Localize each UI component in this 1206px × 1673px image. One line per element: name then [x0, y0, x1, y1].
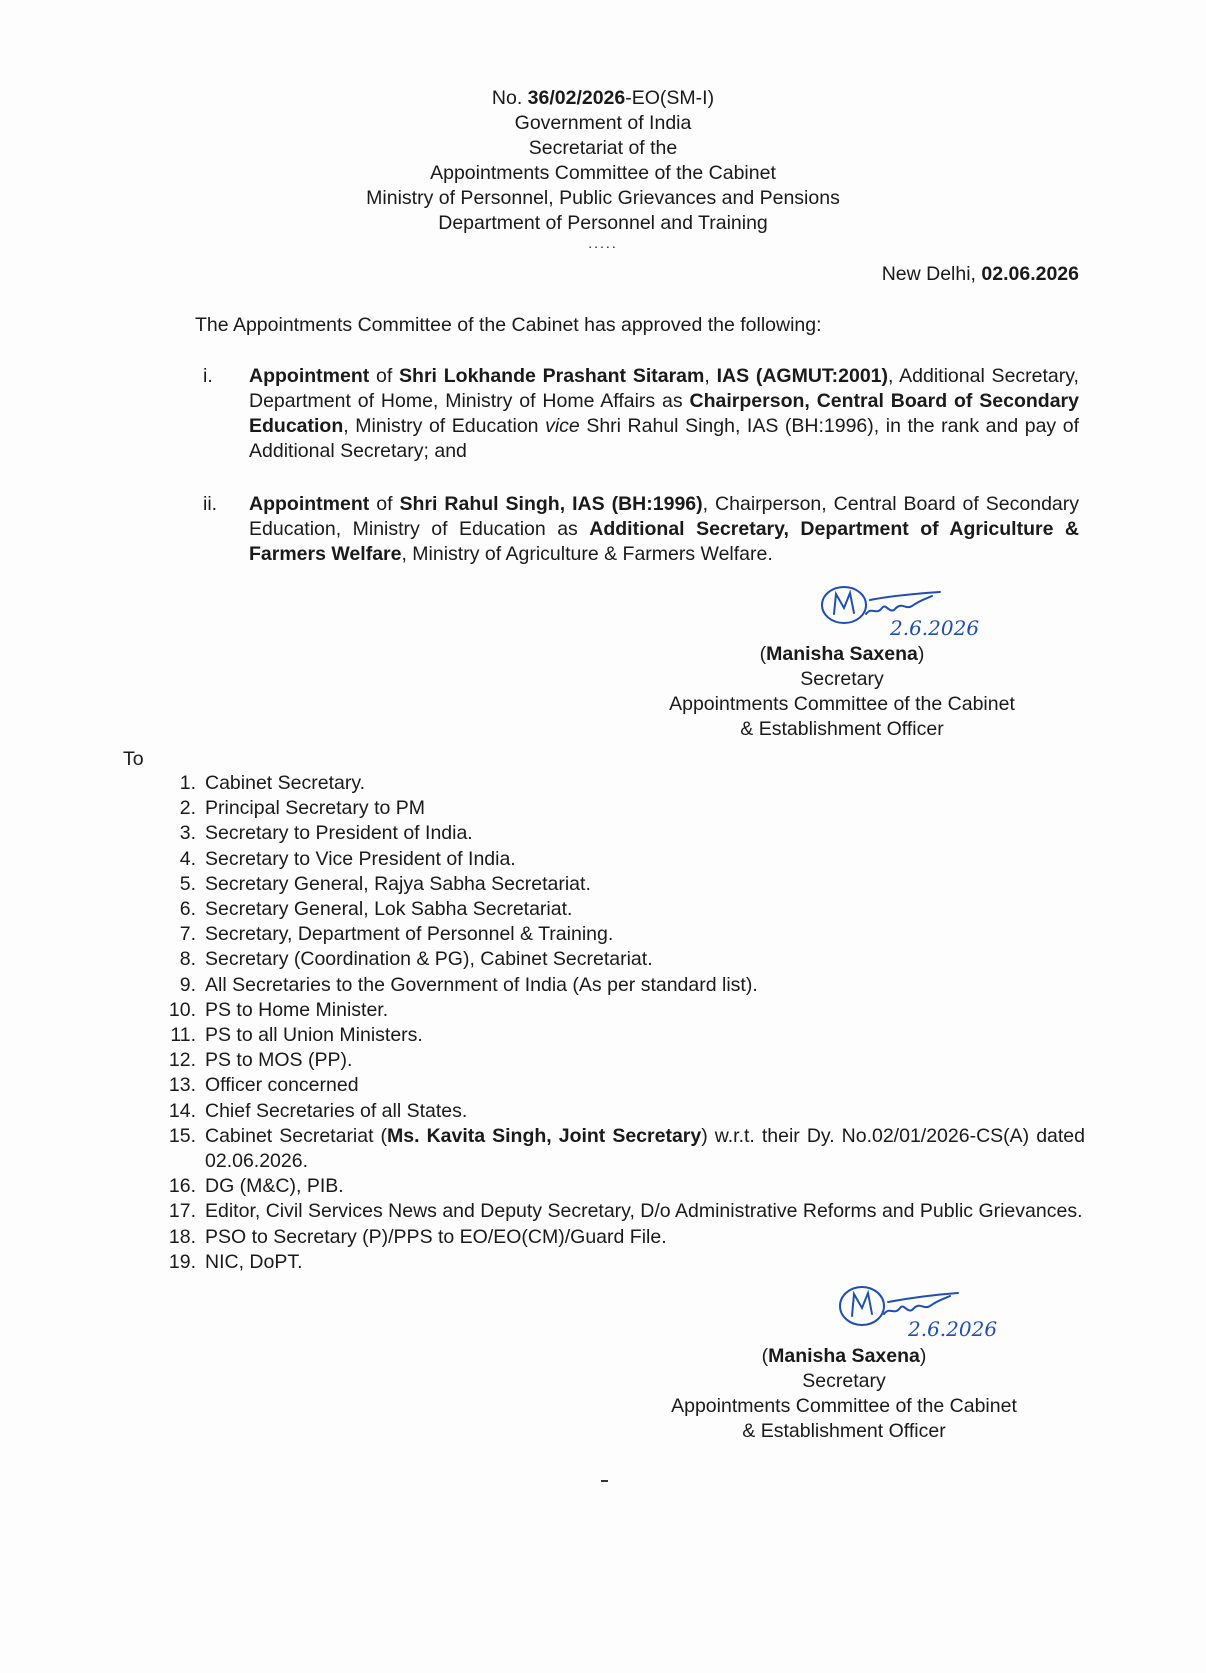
recipient-item: [160, 1073, 1085, 1098]
recipient-text: Chief Secretaries of all States.: [205, 1099, 468, 1122]
text: , Ministry of Agriculture & Farmers Welfare.: [401, 543, 773, 565]
text-bold: Additional Secretary, Department of Agriculture & Farmers Welfare: [249, 518, 1079, 565]
recipient-item: [160, 1124, 1085, 1174]
text: , Ministry of Education: [343, 415, 546, 437]
text: of: [369, 493, 400, 515]
recipient-item: [160, 872, 1085, 897]
recipient-number: 19.: [168, 1250, 196, 1273]
text: Shri Rahul Singh, IAS (BH:1996), in the rank and pay of Additional Secretary; and: [249, 415, 1079, 462]
recipient-text: All Secretaries to the Government of India (As per standard list).: [205, 973, 758, 996]
signature-block-2: [614, 1344, 1074, 1444]
recipient-item: [160, 1199, 1085, 1224]
text: Cabinet Secretariat (: [205, 1124, 388, 1147]
recipient-number: 1.: [179, 772, 196, 794]
text: ) w.r.t. their Dy. No.02/01/2026-CS(A) dated 02.06.2026.: [205, 1124, 1085, 1173]
signature-block-1: [612, 642, 1072, 742]
signatory-name: [612, 642, 1072, 667]
recipient-item: [160, 998, 1085, 1023]
text-bold: Appointment: [249, 365, 370, 387]
header-line-4: Ministry of Personnel, Public Grievances and Pensions: [366, 187, 840, 209]
header-line-1: Government of India: [514, 112, 692, 134]
paren: ): [917, 643, 925, 665]
item-number: ii.: [203, 493, 218, 515]
document-header: [0, 86, 1206, 250]
item-text: [249, 364, 1079, 464]
handwritten-signature-icon: [830, 1278, 1060, 1342]
recipient-item: [160, 771, 1085, 796]
header-line-2: Secretariat of the: [528, 137, 678, 159]
recipient-text: PSO to Secretary (P)/PPS to EO/EO(CM)/Guard File.: [205, 1225, 667, 1248]
to-label: To: [123, 748, 144, 770]
text-bold: Appointment: [249, 493, 370, 515]
recipient-number: 15.: [168, 1124, 196, 1147]
recipient-item: [160, 1174, 1085, 1199]
recipient-number: 8.: [179, 948, 196, 971]
recipient-item: [160, 1099, 1085, 1124]
item-text: [249, 492, 1079, 567]
recipient-number: 4.: [179, 847, 196, 870]
paren: ): [919, 1345, 927, 1367]
recipient-text: Secretary, Department of Personnel & Training.: [205, 923, 614, 946]
recipient-text: PS to all Union Ministers.: [205, 1024, 423, 1047]
recipient-text: DG (M&C), PIB.: [205, 1175, 344, 1198]
recipient-text: PS to MOS (PP).: [205, 1049, 353, 1072]
recipient-number: 13.: [168, 1074, 196, 1097]
recipient-number: 2.: [179, 797, 196, 820]
ref-suffix: -EO(SM-I): [625, 87, 715, 109]
text: of: [369, 365, 400, 387]
name-bold: Manisha Saxena: [766, 643, 918, 665]
signatory-title: Secretary: [802, 1370, 886, 1392]
recipient-number: 9.: [179, 973, 196, 996]
recipient-item: [160, 796, 1085, 821]
recipient-item: [160, 847, 1085, 872]
issue-date: [882, 262, 1079, 287]
recipient-list: [160, 771, 1085, 1275]
recipient-text: Officer concerned: [205, 1074, 359, 1097]
item-number: i.: [203, 365, 213, 387]
recipient-number: 12.: [168, 1049, 196, 1072]
recipient-number: 5.: [179, 872, 196, 895]
recipient-item: [160, 1023, 1085, 1048]
recipient-number: 18.: [168, 1225, 196, 1248]
recipient-number: 11.: [170, 1024, 196, 1047]
recipient-item: [160, 821, 1085, 846]
signatory-name: [614, 1344, 1074, 1369]
signatory-org: Appointments Committee of the Cabinet: [671, 1395, 1017, 1417]
signatory-role: & Establishment Officer: [742, 1420, 946, 1442]
signatory-org: Appointments Committee of the Cabinet: [669, 693, 1015, 715]
header-line-5: Department of Personnel and Training: [438, 212, 768, 234]
recipient-number: 3.: [179, 822, 196, 845]
recipient-item: [160, 922, 1085, 947]
text: ,: [704, 365, 717, 387]
recipient-number: 10.: [168, 998, 196, 1021]
recipient-item: [160, 897, 1085, 922]
ref-number-bold: 36/02/2026: [527, 87, 626, 109]
recipient-item: [160, 947, 1085, 972]
reference-number: [0, 86, 1206, 111]
signatory-title: Secretary: [800, 668, 884, 690]
recipient-text: Principal Secretary to PM: [205, 797, 425, 820]
signature-date: 2.6.2026: [908, 1317, 998, 1341]
handwritten-signature-icon: [810, 580, 1040, 640]
signatory-role: & Establishment Officer: [740, 718, 944, 740]
recipient-number: 17.: [168, 1200, 196, 1223]
recipient-text: Secretary to Vice President of India.: [205, 847, 516, 870]
date-place: New Delhi,: [881, 263, 982, 285]
text-bold: IAS (AGMUT:2001): [716, 365, 889, 387]
text-bold: Shri Rahul Singh, IAS (BH:1996): [399, 493, 703, 515]
recipient-text: NIC, DoPT.: [205, 1250, 303, 1273]
text-bold: Ms. Kavita Singh, Joint Secretary: [387, 1124, 702, 1147]
text: , Chairperson, Central Board of Secondary Education, Ministry of Education as: [249, 493, 1080, 540]
recipient-number: 16.: [168, 1175, 196, 1198]
recipient-text: PS to Home Minister.: [205, 998, 389, 1021]
recipient-item: [160, 1225, 1085, 1250]
recipient-text: Secretary to President of India.: [205, 822, 473, 845]
recipient-text: Editor, Civil Services News and Deputy Secretary, D/o Administrative Reforms and Public Grievances.: [205, 1200, 1083, 1223]
recipient-number: 7.: [179, 923, 196, 946]
recipient-number: 6.: [179, 898, 196, 921]
recipient-text: [205, 1124, 1085, 1174]
recipient-item: [160, 1048, 1085, 1073]
page-end-dash: [601, 1480, 608, 1482]
text-bold: Shri Lokhande Prashant Sitaram: [399, 365, 705, 387]
recipient-item: [160, 973, 1085, 998]
header-line-3: Appointments Committee of the Cabinet: [430, 162, 776, 184]
text-bold: Chairperson, Central Board of Secondary Education: [249, 390, 1079, 437]
recipient-text: Secretary (Coordination & PG), Cabinet Secretariat.: [205, 948, 653, 971]
recipient-number: 14.: [168, 1099, 196, 1122]
name-bold: Manisha Saxena: [768, 1345, 920, 1367]
recipient-item: [160, 1250, 1085, 1275]
recipient-text: Cabinet Secretary.: [205, 772, 366, 794]
recipient-text: Secretary General, Lok Sabha Secretariat.: [205, 898, 573, 921]
text-italic: vice: [545, 415, 580, 437]
intro-text: The Appointments Committee of the Cabinet has approved the following:: [195, 314, 822, 336]
paren: (: [761, 1345, 769, 1367]
date-value: 02.06.2026: [981, 263, 1079, 285]
ref-prefix: No.: [491, 87, 528, 109]
signature-date: 2.6.2026: [890, 616, 980, 640]
header-dots: .....: [588, 235, 618, 251]
text: , Additional Secretary, Department of Home, Ministry of Home Affairs as: [249, 365, 1079, 412]
paren: (: [759, 643, 767, 665]
recipient-text: Secretary General, Rajya Sabha Secretariat.: [205, 872, 591, 895]
